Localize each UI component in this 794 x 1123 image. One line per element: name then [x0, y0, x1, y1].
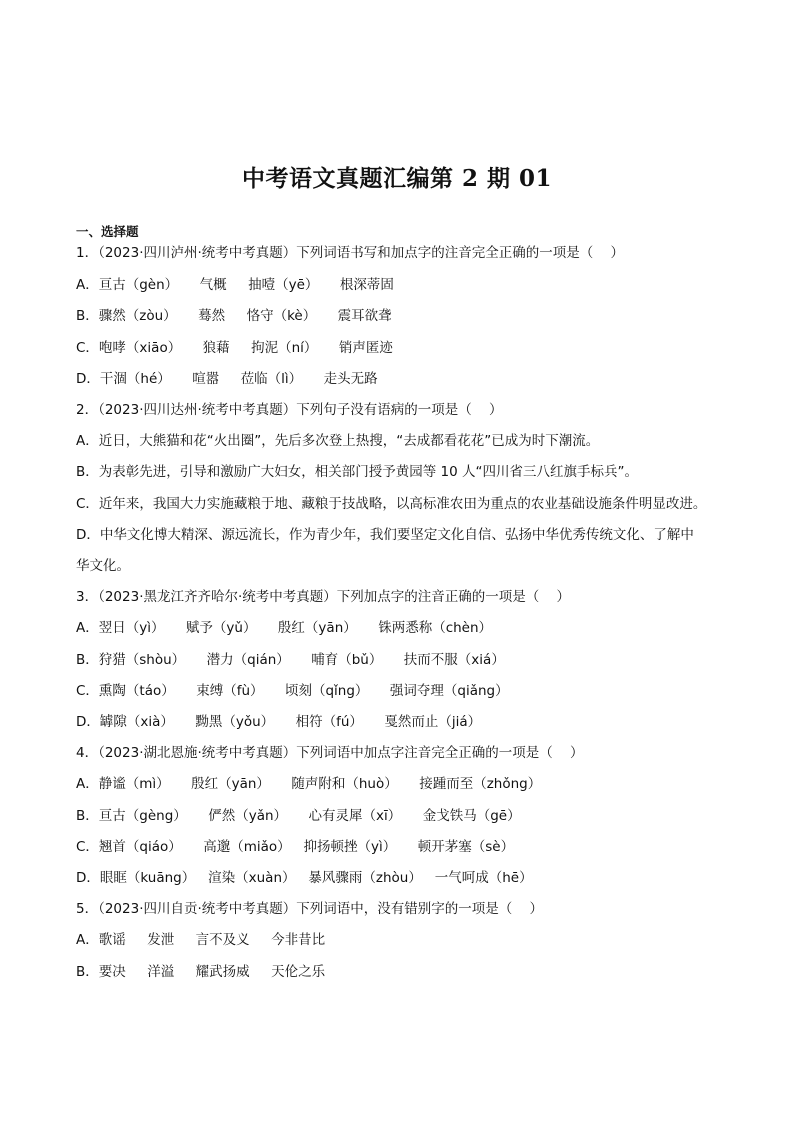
option-line: C．熏陶（táo） 束缚（fù） 顷刻（qǐng） 强词夺理（qiǎng） [76, 683, 509, 699]
option-line: C．咆哮（xiāo） 狼藉 拘泥（ní） 销声匿迹 [76, 340, 393, 356]
option-line: A．翌日（yì） 赋予（yǔ） 殷红（yān） 铢两悉称（chèn） [76, 620, 493, 636]
option-line: B．亘古（gèng） 俨然（yǎn） 心有灵犀（xī） 金戈铁马（gē） [76, 808, 521, 824]
option-line: B．狩猎（shòu） 潜力（qián） 哺育（bǔ） 扶而不服（xiá） [76, 652, 505, 668]
option-line: A．亘古（gèn） 气概 抽噎（yē） 根深蒂固 [76, 277, 394, 293]
option-line: D．眼眶（kuāng） 渲染（xuàn） 暴风骤雨（zhòu） 一气呵成（hē） [76, 870, 533, 886]
option-line: B．为表彰先进，引导和激励广大妇女，相关部门授予黄园等 10 人“四川省三八红旗手标兵”。 [76, 464, 639, 480]
question-line: 4．（2023·湖北恩施·统考中考真题）下列词语中加点字注音完全正确的一项是（ ） [76, 745, 584, 761]
section-heading: 一、选择题 [76, 224, 139, 239]
option-line-continued: 华文化。 [76, 558, 130, 574]
question-line: 1．（2023·四川泸州·统考中考真题）下列词语书写和加点字的注音完全正确的一项是（ ） [76, 245, 624, 261]
question-line: 2．（2023·四川达州·统考中考真题）下列句子没有语病的一项是（ ） [76, 402, 503, 418]
page-title: 中考语文真题汇编第 2 期 01 [241, 165, 553, 192]
question-line: 5．（2023·四川自贡·统考中考真题）下列词语中，没有错别字的一项是（ ） [76, 901, 543, 917]
option-line: D．干涸（hé） 喧嚣 莅临（lì） 走头无路 [76, 371, 378, 387]
question-line: 3．（2023·黑龙江齐齐哈尔·统考中考真题）下列加点字的注音正确的一项是（ ） [76, 589, 570, 605]
option-line: A．歌谣 发泄 言不及义 今非昔比 [76, 932, 326, 948]
option-line: B．要决 洋溢 耀武扬威 天伦之乐 [76, 964, 326, 980]
option-line: D．罅隙（xià） 黝黑（yǒu） 相符（fú） 戛然而止（jiá） [76, 714, 482, 730]
option-line: A．静谧（mì） 殷红（yān） 随声附和（huò） 接踵而至（zhǒng） [76, 776, 542, 792]
option-line: D．中华文化博大精深、源远流长，作为青少年，我们要坚定文化自信、弘扬中华优秀传统文化、了解中 [76, 527, 694, 543]
option-line: A．近日，大熊猫和花“火出圈”，先后多次登上热搜，“去成都看花花”已成为时下潮流。 [76, 433, 600, 449]
option-line: B．骤然（zòu） 蓦然 恪守（kè） 震耳欲聋 [76, 308, 392, 324]
option-line: C．翘首（qiáo） 高邈（miǎo） 抑扬顿挫（yì） 顿开茅塞（sè） [76, 839, 515, 855]
option-line: C．近年来，我国大力实施藏粮于地、藏粮于技战略，以高标准农田为重点的农业基础设施条件明显改进。 [76, 496, 707, 512]
